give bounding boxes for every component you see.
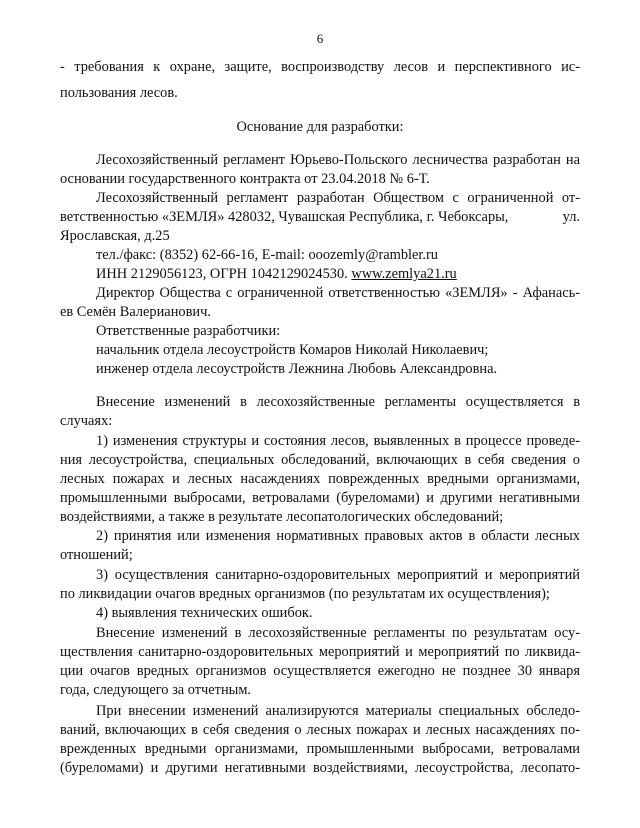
changes-line-12: 4) выявления технических ошибок.	[96, 605, 313, 621]
developer-2: инженер отдела лесоустройств Лежнина Любовь Александровна.	[96, 361, 498, 377]
basis-line-1: Лесохозяйственный регламент Юрьево-Польского лесничества разработан на	[96, 152, 580, 168]
changes-line-3: 1) изменения структуры и состояния лесов, выявленных в процессе проведе-	[96, 433, 580, 449]
changes-line-13: Внесение изменений в лесохозяйственные регламенты по результатам осу-	[96, 625, 580, 641]
basis-line-4-text: ветственностью «ЗЕМЛЯ» 428032, Чувашская Республика, г. Чебоксары,	[60, 209, 509, 225]
changes-line-2: случаях:	[60, 413, 113, 429]
director-line-2: ев Семён Валерианович.	[60, 304, 211, 320]
changes-line-9: отношений;	[60, 547, 133, 563]
changes-line-7: воздействиями, а также в результате лесопатологических обследований;	[60, 509, 504, 525]
changes-line-17: При внесении изменений анализируются материалы специальных обследо-	[96, 703, 580, 719]
changes-line-15: ции очагов вредных организмов осуществляется ежегодно не позднее 30 января	[60, 663, 580, 679]
basis-line-2: основании государственного контракта от 23.04.2018 № 6-Т.	[60, 171, 430, 187]
inn-text: ИНН 2129056123, ОГРН 1042129024530.	[96, 266, 352, 282]
changes-line-8: 2) принятия или изменения нормативных правовых актов в области лесных	[96, 528, 580, 544]
developers-heading: Ответственные разработчики:	[96, 323, 281, 339]
basis-line-3: Лесохозяйственный регламент разработан Обществом с ограниченной от-	[96, 190, 580, 206]
changes-line-16: года, следующего за отчетным.	[60, 682, 252, 698]
section-heading: Основание для разработки:	[236, 119, 404, 135]
website-link[interactable]: www.zemlya21.ru	[351, 266, 457, 282]
changes-line-5: лесных пожарах и лесных насаждениях поврежденных вредными организмами,	[60, 471, 580, 487]
intro-line-2: пользования лесов.	[60, 85, 178, 101]
changes-line-4: ния лесоустройства, специальных обследований, включающих в себя сведения о	[60, 452, 580, 468]
changes-line-1: Внесение изменений в лесохозяйственные регламенты осуществляется в	[96, 394, 580, 410]
changes-line-10: 3) осуществления санитарно-оздоровительных мероприятий и мероприятий	[96, 567, 580, 583]
changes-line-20: (буреломами) и другими негативными воздействиями, лесоустройства, лесопато-	[60, 760, 580, 776]
basis-line-4-street: ул.	[562, 209, 580, 225]
changes-line-14: ществления санитарно-оздоровительных мероприятий и мероприятий по ликвида-	[60, 644, 580, 660]
changes-line-19: врежденных вредными организмами, промышленными выбросами, ветровалами	[60, 741, 580, 757]
director-line-1: Директор Общества с ограниченной ответственностью «ЗЕМЛЯ» - Афанась-	[96, 285, 580, 301]
changes-line-6: промышленными выбросами, ветровалами (буреломами) и другими негативными	[60, 490, 580, 506]
page-number: 6	[316, 31, 324, 46]
developer-1: начальник отдела лесоустройств Комаров Николай Николаевич;	[96, 342, 489, 358]
basis-line-4	[60, 208, 580, 226]
inn-line	[96, 265, 457, 283]
intro-line-1: - требования к охране, защите, воспроизводству лесов и перспективного ис-	[60, 59, 580, 75]
changes-line-11: по ликвидации очагов вредных организмов (по результатам их осуществления);	[60, 586, 550, 602]
contacts-line: тел./факс: (8352) 62-66-16, E-mail: ooozemly@rambler.ru	[96, 247, 438, 263]
changes-line-18: ваний, включающих в себя сведения о лесных пожарах и лесных насаждениях по-	[60, 722, 580, 738]
basis-line-5: Ярославская, д.25	[60, 228, 170, 244]
